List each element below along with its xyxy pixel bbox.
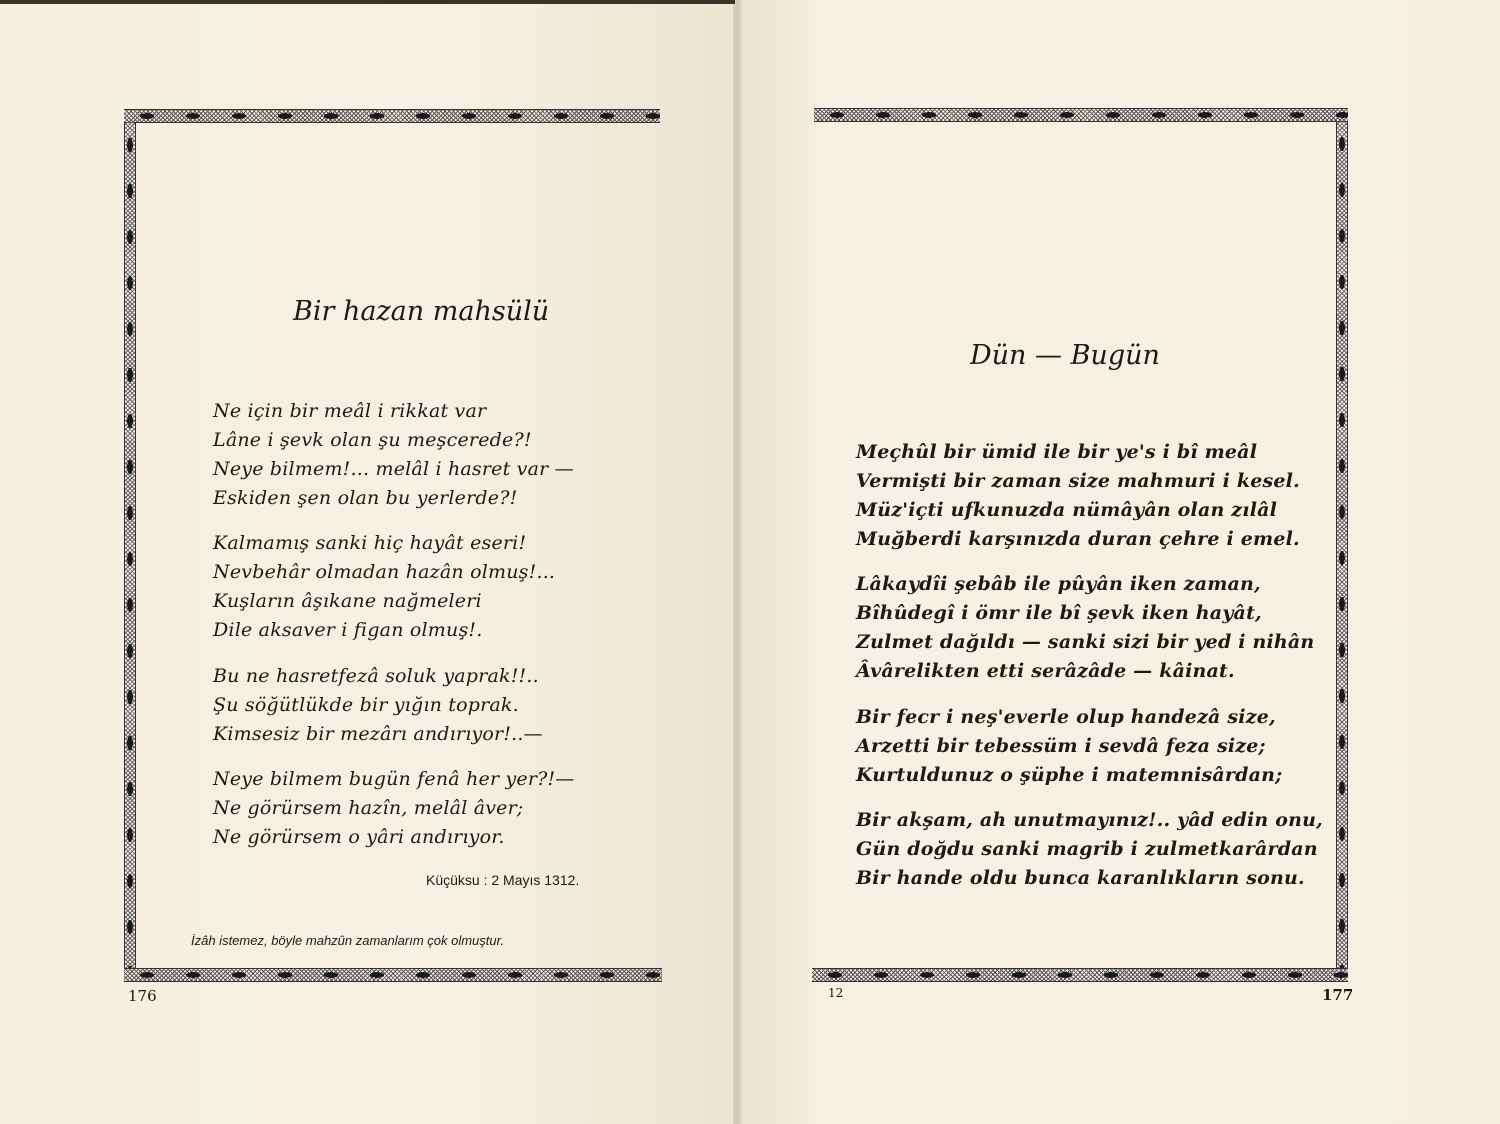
poem-line: Bîhûdegî i ömr ile bî şevk iken hayât, — [856, 602, 1262, 624]
poem-line: Nevbehâr olmadan hazân olmuş!... — [213, 561, 556, 583]
poem-line: Muğberdi karşınızda duran çehre i emel. — [856, 528, 1300, 550]
poem-line: Âvârelikten etti serâzâde — kâinat. — [856, 660, 1235, 682]
poem-line: Neye bilmem!... melâl i hasret var — — [213, 458, 574, 480]
poem-date: Küçüksu : 2 Mayıs 1312. — [426, 872, 580, 888]
left-stanza-3 — [213, 662, 543, 749]
right-page — [740, 0, 1500, 1124]
right-stanza-4 — [856, 806, 1323, 893]
poem-line: Müz'içti ufkunuzda nümâyân olan zılâl — [856, 499, 1278, 521]
poem-line: Gün doğdu sanki magrib i zulmetkarârdan — [856, 838, 1318, 860]
poem-line: Ne görürsem hazîn, melâl âver; — [213, 797, 524, 819]
poem-line: Kimsesiz bir mezârı andırıyor!..— — [213, 723, 543, 745]
poem-line: Bu ne hasretfezâ soluk yaprak!!.. — [213, 665, 539, 687]
left-stanza-4 — [213, 765, 575, 852]
left-stanza-1 — [213, 397, 574, 513]
left-frame-side-border — [124, 122, 136, 968]
poem-line: Lâne i şevk olan şu meşcerede?! — [213, 429, 532, 451]
right-page-number: 177 — [1322, 986, 1354, 1004]
poem-line: Kalmamış sanki hiç hayât eseri! — [213, 532, 527, 554]
page-top-edge — [0, 0, 735, 4]
poem-line: Lâkaydîi şebâb ile pûyân iken zaman, — [856, 573, 1261, 595]
poem-line: Neye bilmem bugün fenâ her yer?!— — [213, 768, 575, 790]
right-frame-bottom-border — [812, 968, 1348, 982]
left-stanza-2 — [213, 529, 555, 645]
left-page-number: 176 — [128, 987, 157, 1005]
right-poem-title: Dün — Bugün — [970, 340, 1160, 371]
signature-mark: 12 — [828, 986, 844, 1000]
left-poem-title: Bir hazan mahsülü — [293, 296, 550, 327]
left-frame-top-border — [124, 109, 660, 123]
book-gutter — [733, 0, 741, 1124]
poem-line: Meçhûl bir ümid ile bir ye's i bî meâl — [856, 441, 1258, 463]
right-stanza-3 — [856, 703, 1282, 790]
right-frame-top-border — [814, 108, 1348, 122]
footnote: İzâh istemez, böyle mahzûn zamanlarım çok olmuştur. — [191, 933, 505, 948]
poem-line: Bir akşam, ah unutmayınız!.. yâd edin onu, — [856, 809, 1323, 831]
poem-line: Şu söğütlükde bir yığın toprak. — [213, 694, 519, 716]
poem-line: Bir hande oldu bunca karanlıkların sonu. — [856, 867, 1305, 889]
poem-line: Kurtuldunuz o şüphe i matemnisârdan; — [856, 764, 1283, 786]
right-stanza-1 — [856, 438, 1300, 554]
poem-line: Kuşların âşıkane nağmeleri — [213, 590, 482, 612]
left-frame-bottom-border — [124, 968, 662, 982]
right-frame-side-border — [1336, 121, 1348, 968]
poem-line: Arzetti bir tebessüm i sevdâ feza size; — [856, 735, 1266, 757]
poem-line: Bir fecr i neş'everle olup handezâ size, — [856, 706, 1276, 728]
poem-line: Zulmet dağıldı — sanki sizi bir yed i nihân — [856, 631, 1315, 653]
poem-line: Ne görürsem o yâri andırıyor. — [213, 826, 505, 848]
right-stanza-2 — [856, 570, 1314, 686]
poem-line: Ne için bir meâl i rikkat var — [213, 400, 487, 422]
poem-line: Vermişti bir zaman size mahmuri i kesel. — [856, 470, 1300, 492]
poem-line: Dile aksaver i figan olmuş!. — [213, 619, 483, 641]
poem-line: Eskiden şen olan bu yerlerde?! — [213, 487, 518, 509]
